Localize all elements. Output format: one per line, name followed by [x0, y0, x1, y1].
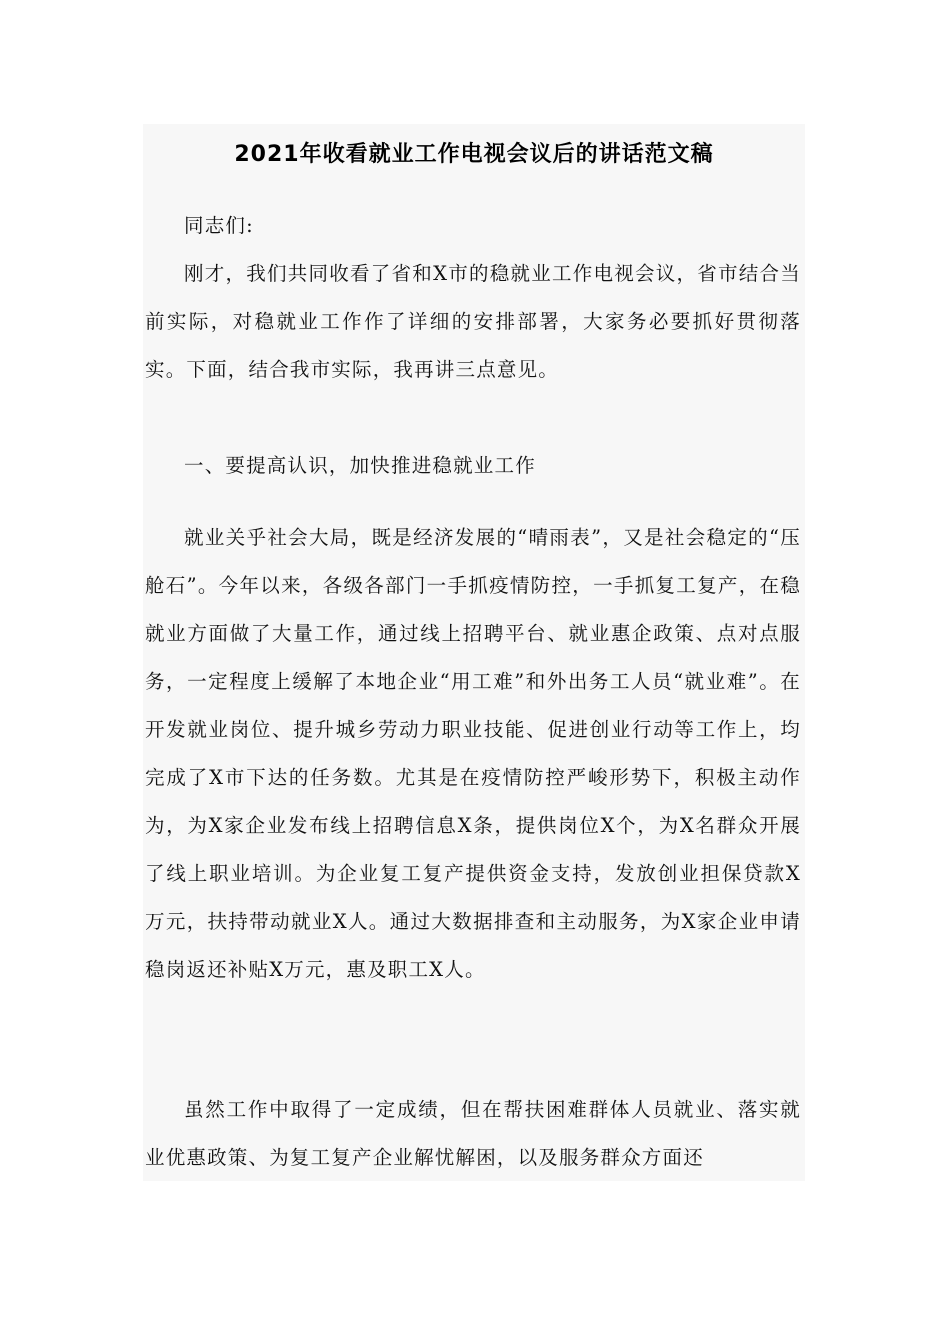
- paragraph-intro: 刚才，我们共同收看了省和X市的稳就业工作电视会议，省市结合当前实际，对稳就业工作作了详细的安排部署，大家务必要抓好贯彻落实。下面，结合我市实际，我再讲三点意见。: [145, 262, 801, 381]
- document-page: [143, 124, 805, 1181]
- document-title: 2021年收看就业工作电视会议后的讲话范文稿: [234, 142, 714, 167]
- greeting: 同志们:: [184, 214, 254, 237]
- paragraph-achievements: 就业关乎社会大局，既是经济发展的“晴雨表”，又是社会稳定的“压舱石”。今年以来，各级各部门一手抓疫情防控，一手抓复工复产，在稳就业方面做了大量工作，通过线上招聘平台、就业惠企政策、点对点服务，一定程度上缓解了本地企业“用工难”和外出务工人员“就业难”。在开发就业岗位、提升城乡劳动力职业技能、促进创业行动等工作上，均完成了X市下达的任务数。尤其是在疫情防控严峻形势下，积极主动作为，为X家企业发布线上招聘信息X条，提供岗位X个，为X名群众开展了线上职业培训。为企业复工复产提供资金支持，发放创业担保贷款X万元，扶持带动就业X人。通过大数据排查和主动服务，为X家企业申请稳岗返还补贴X万元，惠及职工X人。: [145, 526, 801, 981]
- section-heading-1: 一、要提高认识，加快推进稳就业工作: [184, 454, 536, 477]
- paragraph-shortcomings: 虽然工作中取得了一定成绩，但在帮扶困难群体人员就业、落实就业优惠政策、为复工复产企业解忧解困，以及服务群众方面还: [145, 1098, 801, 1169]
